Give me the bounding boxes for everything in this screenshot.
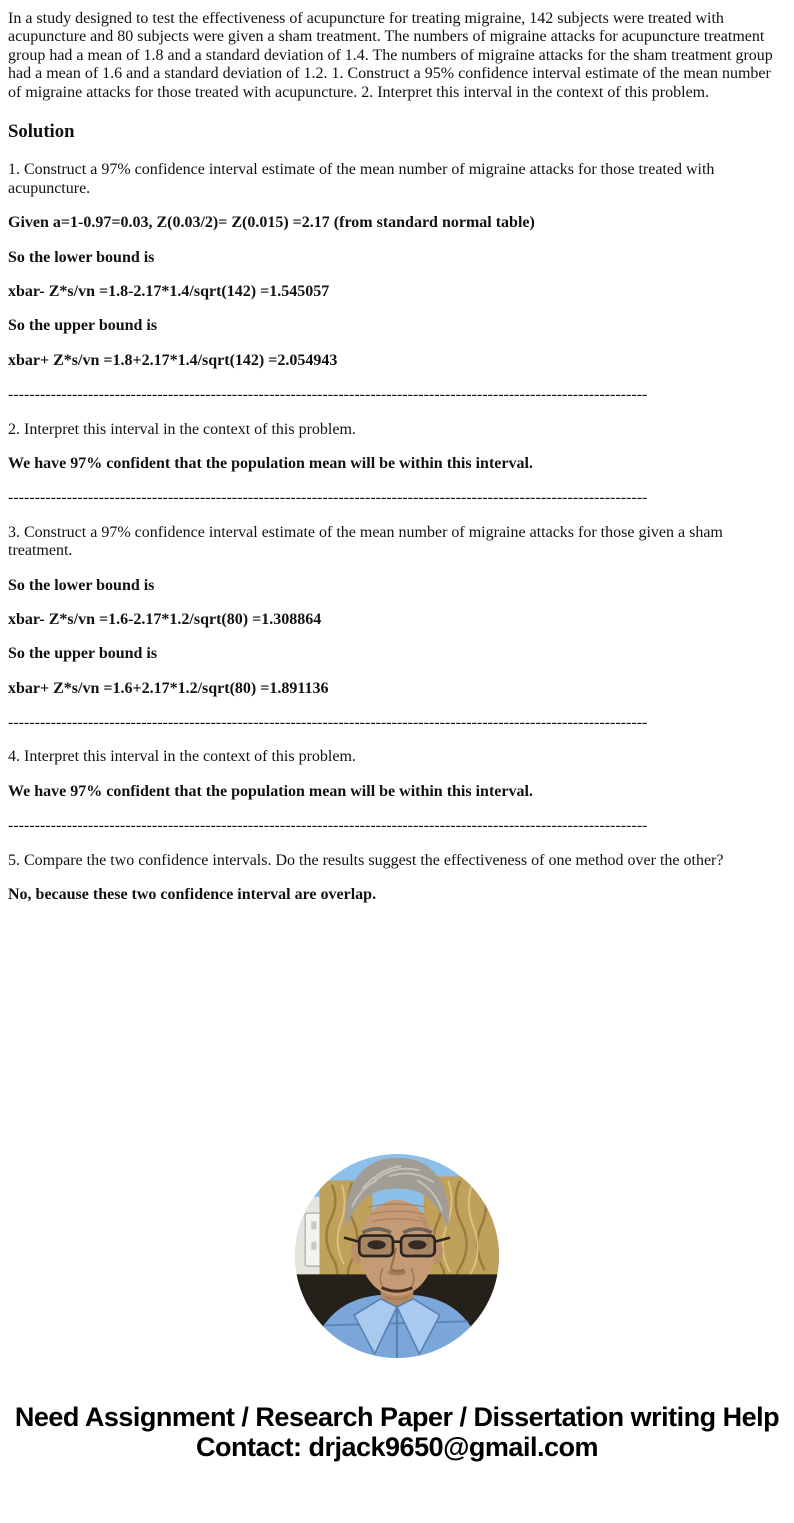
divider-line: ------------------------------------------------------------------------------------------------------------------------: [8, 489, 648, 507]
divider-line: ------------------------------------------------------------------------------------------------------------------------: [8, 386, 648, 404]
given-formula: Given a=1-0.97=0.03, Z(0.03/2)= Z(0.015) =2.17 (from standard normal table): [8, 214, 535, 232]
eye-right: [408, 1241, 426, 1250]
divider-line: ------------------------------------------------------------------------------------------------------------------------: [8, 817, 648, 835]
upper-bound-formula-2: xbar+ Z*s/vn =1.6+2.17*1.2/sqrt(80) =1.891136: [8, 679, 329, 697]
solution-step-1: 1. Construct a 97% confidence interval estimate of the mean number of migraine attacks for those treated with acupuncture.: [8, 161, 715, 197]
upper-bound-label-2: So the upper bound is: [8, 645, 158, 663]
lower-bound-formula-1: xbar- Z*s/vn =1.8-2.17*1.4/sqrt(142) =1.545057: [8, 283, 330, 301]
eye-left: [367, 1241, 385, 1250]
footer-help-text: Need Assignment / Research Paper / Dissertation writing Help: [14, 1402, 780, 1433]
lower-bound-label-2: So the lower bound is: [8, 576, 155, 594]
solution-step-3: 3. Construct a 97% confidence interval estimate of the mean number of migraine attacks for those given a sham treatment.: [8, 523, 723, 560]
solution-step-4: 4. Interpret this interval in the context of this problem.: [8, 748, 356, 766]
interpretation-1: We have 97% confident that the population mean will be within this interval.: [8, 454, 533, 472]
lower-bound-label-1: So the lower bound is: [8, 248, 155, 266]
divider-line: ------------------------------------------------------------------------------------------------------------------------: [8, 714, 648, 732]
interpretation-2: We have 97% confident that the population mean will be within this interval.: [8, 782, 533, 800]
footer-advert: [8, 1402, 786, 1462]
solution-step-2: 2. Interpret this interval in the context of this problem.: [8, 420, 356, 438]
problem-statement: In a study designed to test the effectiveness of acupuncture for treating migraine, 142 subjects were treated with acupuncture and 80 subjects were given a sham treatment. The numbers of migraine attacks for acupuncture treatment group had a mean of 1.8 and a standard deviation of 1.4. The numbers of migraine attacks for the sham treatment group had a mean of 1.6 and a standard deviation of 1.2. 1. Construct a 95% confidence interval estimate of the mean number of migraine attacks for those treated with acupuncture. 2. Interpret this interval in the context of this problem.: [8, 10, 773, 101]
portrait-photo-container: [8, 1154, 786, 1358]
upper-bound-formula-1: xbar+ Z*s/vn =1.8+2.17*1.4/sqrt(142) =2.054943: [8, 351, 338, 369]
solution-step-5: 5. Compare the two confidence intervals. Do the results suggest the effectiveness of one method over the other?: [8, 851, 724, 869]
portrait-photo: [295, 1154, 499, 1358]
footer-contact-email: Contact: drjack9650@gmail.com: [196, 1432, 598, 1463]
comparison-answer: No, because these two confidence interval are overlap.: [8, 886, 377, 904]
solution-heading: Solution: [8, 120, 75, 142]
lower-bound-formula-2: xbar- Z*s/vn =1.6-2.17*1.2/sqrt(80) =1.308864: [8, 610, 322, 628]
upper-bound-label-1: So the upper bound is: [8, 317, 158, 335]
